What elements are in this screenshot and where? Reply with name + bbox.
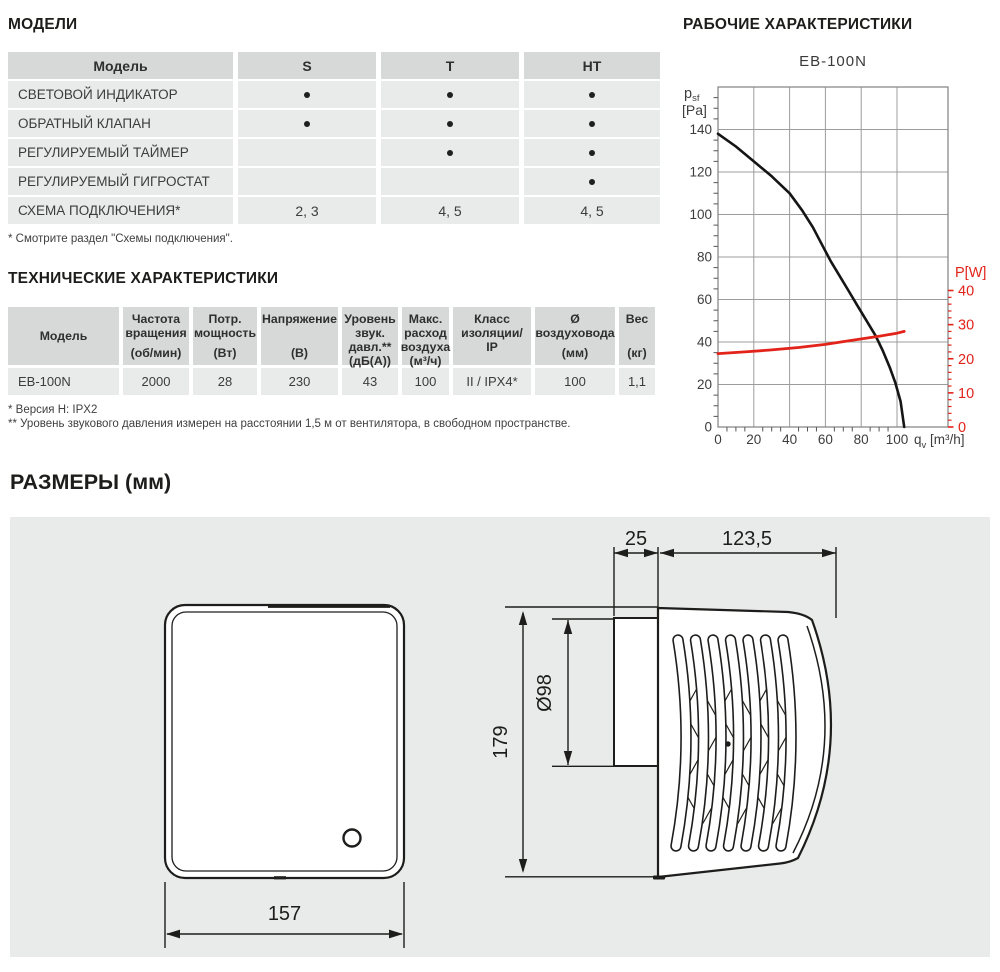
dimension-drawings: [10, 517, 990, 957]
performance-chart: [668, 40, 1000, 465]
feature-dot-icon: [304, 92, 310, 98]
tech-header-6: Класс изоляции/ IP: [453, 307, 531, 365]
arrow-up-icon: [564, 620, 572, 634]
tech-header-7: Ø воздуховода (мм): [535, 307, 615, 365]
dim-duct-diameter: Ø98: [534, 674, 556, 712]
tech-cell-3: 230: [261, 368, 338, 395]
feature-dot-icon: [589, 121, 595, 127]
svg-text:100: 100: [885, 432, 909, 447]
tech-cell-2: 28: [193, 368, 257, 395]
models-cell: [238, 168, 376, 195]
svg-text:P[W]: P[W]: [955, 265, 987, 281]
side-view-drawing: [505, 547, 836, 880]
arrow-right-icon: [822, 549, 836, 557]
models-cell: [238, 139, 376, 166]
models-cell: [381, 139, 519, 166]
tech-cell-8: 1,1: [619, 368, 655, 395]
svg-text:100: 100: [689, 207, 712, 222]
tech-footnote-2: ** Уровень звукового давления измерен на расстоянии 1,5 м от вентилятора, в свободном пространстве.: [8, 418, 571, 430]
svg-text:[Pa]: [Pa]: [682, 102, 707, 118]
models-header-1: S: [238, 52, 376, 79]
tech-cell-1: 2000: [123, 368, 189, 395]
svg-text:30: 30: [958, 317, 975, 334]
arrow-up-icon: [519, 611, 527, 625]
tech-cell-5: 100: [402, 368, 449, 395]
tech-header-5: Макс. расход воздуха (м³/ч): [402, 307, 449, 365]
models-row-label: СВЕТОВОЙ ИНДИКАТОР: [8, 81, 233, 108]
arrow-left-icon: [166, 930, 180, 939]
svg-text:20: 20: [958, 351, 975, 368]
dim-height: 179: [490, 725, 512, 759]
models-header-2: T: [381, 52, 519, 79]
models-cell: [381, 168, 519, 195]
models-table: [8, 52, 660, 224]
feature-dot-icon: [447, 92, 453, 98]
svg-text:qv [m³/h]: $q_v$ [m³/h]: [914, 432, 965, 451]
svg-text:120: 120: [689, 164, 712, 180]
models-cell: 4, 5: [381, 197, 519, 224]
indicator-circle: [344, 830, 361, 847]
performance-section-title: РАБОЧИЕ ХАРАКТЕРИСТИКИ: [683, 16, 913, 33]
models-section-title: МОДЕЛИ: [8, 16, 78, 33]
arrow-left-icon: [614, 549, 628, 557]
feature-dot-icon: [589, 92, 595, 98]
tech-header-2: Потр. мощность (Вт): [193, 307, 257, 365]
duct: [614, 618, 658, 766]
feature-dot-icon: [589, 179, 595, 185]
models-cell: [381, 110, 519, 137]
svg-text:EB-100N: EB-100N: [799, 53, 867, 70]
arrow-right-icon: [389, 930, 403, 939]
feature-dot-icon: [447, 150, 453, 156]
svg-text:0: 0: [714, 432, 722, 447]
models-header-0: Модель: [8, 52, 233, 79]
models-row-label: СХЕМА ПОДКЛЮЧЕНИЯ*: [8, 197, 233, 224]
front-view-drawing: [165, 605, 404, 948]
models-row-label: РЕГУЛИРУЕМЫЙ ТАЙМЕР: [8, 139, 233, 166]
tech-section-title: ТЕХНИЧЕСКИЕ ХАРАКТЕРИСТИКИ: [8, 270, 279, 287]
models-cell: [381, 81, 519, 108]
tech-header-4: Уровень звук. давл.** (дБ(А)): [342, 307, 398, 365]
svg-text:40: 40: [696, 334, 712, 350]
dimensions-panel: [10, 517, 990, 957]
models-header-3: HT: [524, 52, 660, 79]
tech-cell-7: 100: [535, 368, 615, 395]
models-cell: [238, 110, 376, 137]
tech-cell-6: II / IPX4*: [453, 368, 531, 395]
tech-header-0: Модель: [8, 307, 119, 365]
models-cell: 2, 3: [238, 197, 376, 224]
svg-text:psf: $p_{sf}$: [684, 86, 700, 104]
models-cell: [524, 168, 660, 195]
svg-text:10: 10: [958, 385, 975, 402]
dim-duct-depth: 25: [624, 528, 648, 550]
arrow-down-icon: [564, 751, 572, 765]
feature-dot-icon: [589, 150, 595, 156]
dimensions-section-title: РАЗМЕРЫ (мм): [10, 470, 172, 494]
dim-body-depth: 123,5: [721, 528, 773, 550]
svg-text:20: 20: [696, 377, 712, 392]
svg-text:140: 140: [689, 122, 712, 137]
models-cell: [524, 81, 660, 108]
svg-text:20: 20: [746, 432, 762, 447]
tech-characteristics-table: [8, 307, 655, 395]
svg-text:40: 40: [782, 432, 798, 447]
feature-dot-icon: [304, 121, 310, 127]
models-cell: [524, 139, 660, 166]
feature-dot-icon: [447, 121, 453, 127]
svg-text:60: 60: [817, 432, 833, 447]
models-row-label: РЕГУЛИРУЕМЫЙ ГИГРОСТАТ: [8, 168, 233, 195]
dim-front-width: 157: [267, 903, 302, 925]
svg-text:60: 60: [696, 292, 712, 307]
tech-header-3: Напряжение (В): [261, 307, 338, 365]
arrow-left-icon: [660, 549, 674, 557]
models-footnote: * Смотрите раздел "Схемы подключения".: [8, 233, 233, 245]
tech-footnote-1: * Версия H: IPX2: [8, 404, 98, 416]
arrow-right-icon: [644, 549, 658, 557]
svg-text:0: 0: [958, 420, 967, 436]
arrow-down-icon: [519, 859, 527, 873]
svg-text:0: 0: [704, 419, 712, 435]
tech-header-8: Вес (кг): [619, 307, 655, 365]
hub-dot: [725, 741, 730, 746]
tech-cell-0: EB-100N: [8, 368, 119, 395]
svg-text:80: 80: [853, 432, 869, 447]
svg-text:80: 80: [696, 249, 712, 265]
models-cell: 4, 5: [524, 197, 660, 224]
models-cell: [524, 110, 660, 137]
models-row-label: ОБРАТНЫЙ КЛАПАН: [8, 110, 233, 137]
tech-cell-4: 43: [342, 368, 398, 395]
models-cell: [238, 81, 376, 108]
tech-header-1: Частота вращения (об/мин): [123, 307, 189, 365]
svg-text:40: 40: [958, 283, 975, 300]
